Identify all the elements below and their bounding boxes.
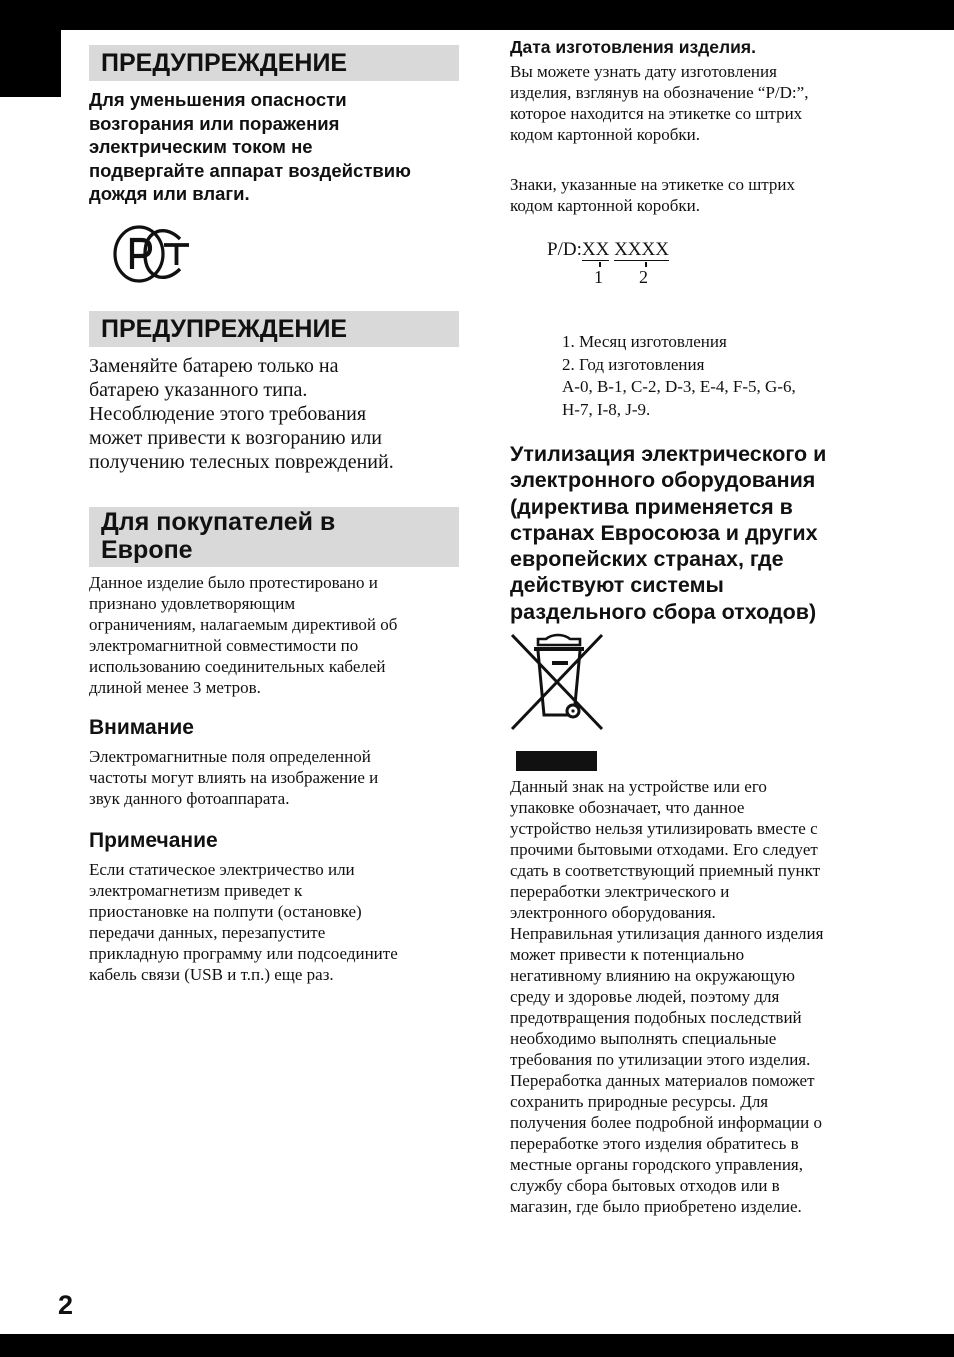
warning-text-1: Для уменьшения опасности возгорания или поражения электрическим током не подвергайте аппарат воздействию дождя или влаги. [89,89,411,204]
mfg-date-text: Вы можете узнать дату изготовления изделия, взглянув на обозначение “P/D:”, которое находится на этикетке со штрих кодом картонной коробки. [510,62,809,144]
pd-code-diagram [547,238,880,294]
right-column [510,36,880,1217]
top-black-bar [0,0,954,30]
attention-heading: Внимание [89,715,194,739]
pd-label-1: 1 [594,267,603,287]
page-number: 2 [58,1290,74,1320]
pd-prefix: P/D: [547,239,582,260]
note-section [89,828,459,985]
warning-text-2: Заменяйте батарею только на батарею указанного типа. Несоблюдение этого требования может привести к возгоранию или получению телесных повреждений. [89,354,394,473]
left-column [89,45,459,985]
weee-section [510,441,880,1217]
europe-text: Данное изделие было протестировано и признано удовлетворяющим ограничениям, налагаемым директивой об электромагнитной совместимости по использованию соединительных кабелей длиной менее 3 метров. [89,572,398,697]
crossed-wheelie-bin-icon [510,633,880,773]
rst-certification-icon [112,225,459,283]
mfg-date-heading: Дата изготовления изделия. [510,37,756,57]
side-black-tab [0,0,61,97]
europe-section [89,507,459,698]
weee-heading: Утилизация электрического и электронного оборудования (директива применяется в странах Евросоюза и других европейских странах, где действуют системы раздельного сбора отходов) [510,442,827,624]
europe-heading: Для покупателей в Европе [89,507,459,567]
weee-text: Данный знак на устройстве или его упаковке обозначает, что данное устройство нельзя утилизировать вместе с прочими бытовыми отходами. Его следует сдать в соответствующий приемный пункт переработки электрического и электронного оборудования. Неправильная утилизация данного изделия может привести к потенциально негативному влиянию на окружающую среду и здоровье людей, поэтому для предотвращения подобных последствий необходимо выполнять специальные требования по утилизации этого изделия. Переработка данных материалов поможет сохранить природные ресурсы. Для получения более подробной информации о переработке этого изделия обратитесь в местные органы городского управления, службу сбора бытовых отходов или в магазин, где было приобретено изделие. [510,777,824,1217]
attention-section [89,715,459,809]
bottom-black-bar [0,1334,954,1357]
warning-section-2 [89,311,459,474]
pd-month-code: XX [581,239,610,260]
mfg-date-text-2: Знаки, указанные на этикетке со штрих кодом картонной коробки. [510,175,796,215]
attention-text: Электромагнитные поля определенной частоты могут влиять на изображение и звук данного фотоаппарата. [89,746,379,808]
note-heading: Примечание [89,828,218,852]
mfg-date-section [510,36,880,421]
pd-label-2: 2 [639,267,648,287]
warning-heading-1: ПРЕДУПРЕЖДЕНИЕ [89,45,459,81]
note-text: Если статическое электричество или электромагнетизм приведет к приостановке на полпути (остановке) передачи данных, перезапустите прикладную программу или подсоедините кабель связи (USB и т.п.) еще раз. [89,859,398,984]
pd-year-code: XXXX [614,239,669,260]
warning-heading-2: ПРЕДУПРЕЖДЕНИЕ [89,311,459,347]
pd-legend: 1. Месяц изготовления 2. Год изготовления A-0, B-1, C-2, D-3, E-4, F-5, G-6, H-7, I-8, J-9. [562,332,796,419]
warning-section-1 [89,45,459,283]
